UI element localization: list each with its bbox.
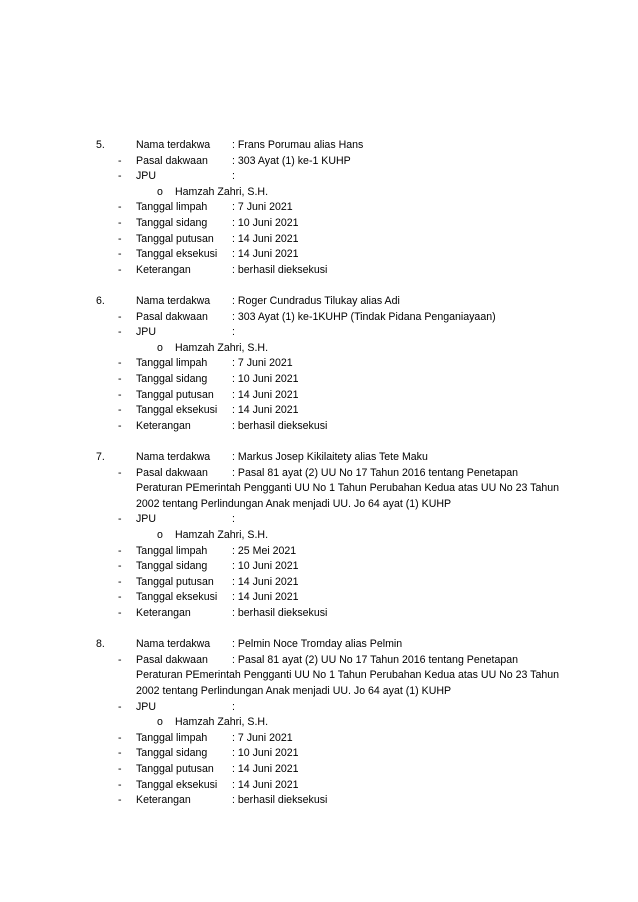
entry-number: 6.: [96, 295, 105, 307]
field-value-eksekusi: : 14 Juni 2021: [232, 778, 299, 791]
dash-bullet: -: [118, 763, 122, 775]
circle-bullet: o: [157, 529, 163, 541]
dash-bullet: -: [118, 591, 122, 604]
field-label-eksekusi: Tanggal eksekusi: [136, 778, 218, 791]
dash-bullet: -: [118, 357, 122, 370]
dash-bullet: -: [118, 201, 122, 214]
dash-bullet: -: [118, 575, 122, 588]
pasal-continuation-text: 2002 tentang Perlindungan Anak menjadi UU. Jo 64 ayat (1) KUHP: [136, 685, 452, 697]
field-label-putusan: Tanggal putusan: [136, 575, 214, 588]
dash-bullet: -: [118, 560, 122, 573]
field-label-nama: Nama terdakwa: [136, 295, 211, 307]
field-value-putusan: : 14 Juni 2021: [232, 388, 299, 401]
dash-bullet: -: [118, 466, 122, 479]
jpu-name: Hamzah Zahri, S.H.: [175, 529, 269, 541]
field-label-pasal: Pasal dakwaan: [136, 154, 208, 167]
field-label-nama: Nama terdakwa: [136, 451, 211, 463]
dash-bullet: -: [118, 154, 122, 167]
field-value-nama: : Frans Porumau alias Hans: [232, 139, 364, 151]
dash-bullet: -: [118, 373, 122, 385]
field-label-nama: Nama terdakwa: [136, 139, 211, 151]
dash-bullet: -: [118, 794, 122, 807]
field-label-sidang: Tanggal sidang: [136, 747, 208, 760]
pasal-continuation-text: 2002 tentang Perlindungan Anak menjadi UU. Jo 64 ayat (1) KUHP: [136, 497, 452, 510]
field-label-limpah: Tanggal limpah: [136, 357, 208, 370]
field-value-nama: : Roger Cundradus Tilukay alias Adi: [232, 295, 400, 307]
dash-bullet: -: [118, 607, 122, 619]
field-value-jpu-colon: :: [232, 326, 235, 339]
circle-bullet: o: [157, 716, 163, 729]
field-value-pasal: : 303 Ayat (1) ke-1 KUHP: [232, 154, 351, 167]
dash-bullet: -: [118, 326, 122, 339]
dash-bullet: -: [118, 419, 122, 432]
field-label-sidang: Tanggal sidang: [136, 217, 208, 229]
field-label-jpu: JPU: [136, 326, 157, 339]
field-label-eksekusi: Tanggal eksekusi: [136, 591, 218, 604]
dash-bullet: -: [118, 310, 122, 323]
field-label-eksekusi: Tanggal eksekusi: [136, 404, 218, 417]
field-label-keterangan: Keterangan: [136, 263, 191, 276]
field-value-keterangan: : berhasil dieksekusi: [232, 263, 328, 276]
field-label-putusan: Tanggal putusan: [136, 232, 214, 245]
field-value-nama: : Markus Josep Kikilaitety alias Tete Maku: [232, 451, 428, 463]
field-value-jpu-colon: :: [232, 700, 235, 713]
field-value-eksekusi: : 14 Juni 2021: [232, 248, 299, 261]
field-label-keterangan: Keterangan: [136, 607, 191, 619]
field-value-keterangan: : berhasil dieksekusi: [232, 419, 328, 432]
field-label-eksekusi: Tanggal eksekusi: [136, 248, 218, 261]
field-value-limpah: : 7 Juni 2021: [232, 201, 293, 214]
entry-number: 8.: [96, 638, 105, 651]
field-value-pasal: : Pasal 81 ayat (2) UU No 17 Tahun 2016 tentang Penetapan: [232, 466, 519, 479]
field-label-jpu: JPU: [136, 513, 157, 526]
dash-bullet: -: [118, 544, 122, 557]
field-value-pasal: : 303 Ayat (1) ke-1KUHP (Tindak Pidana Penganiayaan): [232, 310, 496, 323]
field-value-eksekusi: : 14 Juni 2021: [232, 591, 299, 604]
dash-bullet: -: [118, 263, 122, 276]
field-value-keterangan: : berhasil dieksekusi: [232, 794, 328, 807]
dash-bullet: -: [118, 170, 122, 183]
dash-bullet: -: [118, 217, 122, 229]
field-label-sidang: Tanggal sidang: [136, 373, 208, 385]
field-label-limpah: Tanggal limpah: [136, 201, 208, 214]
field-label-limpah: Tanggal limpah: [136, 731, 208, 744]
dash-bullet: -: [118, 388, 122, 401]
circle-bullet: o: [157, 341, 163, 354]
field-value-sidang: : 10 Juni 2021: [232, 747, 299, 760]
dash-bullet: -: [118, 731, 122, 744]
dash-bullet: -: [118, 747, 122, 760]
field-label-sidang: Tanggal sidang: [136, 560, 208, 573]
dash-bullet: -: [118, 404, 122, 417]
field-value-jpu-colon: :: [232, 170, 235, 183]
field-value-eksekusi: : 14 Juni 2021: [232, 404, 299, 417]
field-label-jpu: JPU: [136, 700, 157, 713]
field-label-keterangan: Keterangan: [136, 419, 191, 432]
field-value-sidang: : 10 Juni 2021: [232, 373, 299, 385]
pasal-continuation-text: Peraturan PEmerintah Pengganti UU No 1 Tahun Perubahan Kedua atas UU No 23 Tahun: [136, 482, 560, 495]
field-label-pasal: Pasal dakwaan: [136, 653, 208, 666]
jpu-name: Hamzah Zahri, S.H.: [175, 185, 269, 198]
field-label-pasal: Pasal dakwaan: [136, 466, 208, 479]
field-label-limpah: Tanggal limpah: [136, 544, 208, 557]
field-value-pasal: : Pasal 81 ayat (2) UU No 17 Tahun 2016 tentang Penetapan: [232, 653, 519, 666]
field-label-putusan: Tanggal putusan: [136, 763, 214, 775]
pasal-continuation-text: Peraturan PEmerintah Pengganti UU No 1 Tahun Perubahan Kedua atas UU No 23 Tahun: [136, 669, 560, 682]
field-label-jpu: JPU: [136, 170, 157, 183]
field-label-putusan: Tanggal putusan: [136, 388, 214, 401]
field-value-jpu-colon: :: [232, 513, 235, 526]
entry-number: 5.: [96, 139, 105, 151]
dash-bullet: -: [118, 513, 122, 526]
entry-number: 7.: [96, 451, 105, 463]
dash-bullet: -: [118, 700, 122, 713]
field-value-putusan: : 14 Juni 2021: [232, 232, 299, 245]
field-value-limpah: : 25 Mei 2021: [232, 544, 297, 557]
jpu-name: Hamzah Zahri, S.H.: [175, 716, 269, 729]
field-value-limpah: : 7 Juni 2021: [232, 731, 293, 744]
circle-bullet: o: [157, 185, 163, 198]
field-label-keterangan: Keterangan: [136, 794, 191, 807]
field-label-pasal: Pasal dakwaan: [136, 310, 208, 323]
dash-bullet: -: [118, 653, 122, 666]
dash-bullet: -: [118, 232, 122, 245]
field-value-putusan: : 14 Juni 2021: [232, 575, 299, 588]
field-value-limpah: : 7 Juni 2021: [232, 357, 293, 370]
field-value-sidang: : 10 Juni 2021: [232, 217, 299, 229]
jpu-name: Hamzah Zahri, S.H.: [175, 341, 269, 354]
field-label-nama: Nama terdakwa: [136, 638, 211, 651]
dash-bullet: -: [118, 248, 122, 261]
field-value-nama: : Pelmin Noce Tromday alias Pelmin: [232, 638, 403, 651]
field-value-sidang: : 10 Juni 2021: [232, 560, 299, 573]
field-value-keterangan: : berhasil dieksekusi: [232, 607, 328, 619]
field-value-putusan: : 14 Juni 2021: [232, 763, 299, 775]
dash-bullet: -: [118, 778, 122, 791]
